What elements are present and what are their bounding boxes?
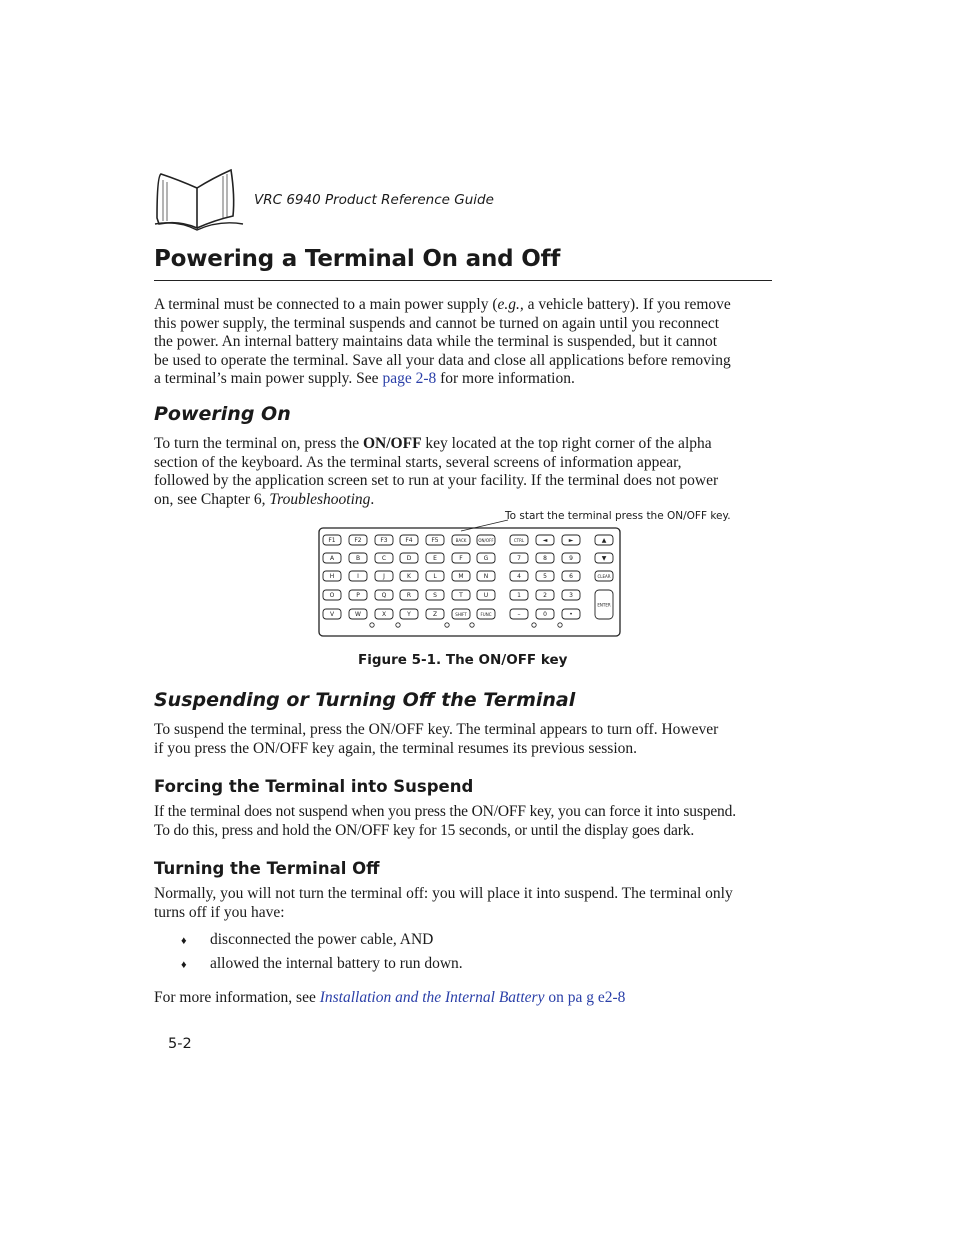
- key-f-label: F: [459, 555, 463, 562]
- key-f5-label: F5: [431, 537, 439, 544]
- turning-off-line-2: turns off if you have:: [154, 903, 285, 921]
- key-j-label: J: [383, 573, 385, 580]
- key-enter-label: ENTER: [597, 602, 611, 608]
- key-right-1-0-label: 7: [517, 555, 521, 562]
- key-right-0-2-label: ►: [568, 537, 574, 544]
- key-right-3-1-label: 2: [543, 592, 547, 599]
- bullet-diamond-icon: ♦: [181, 959, 187, 971]
- key-right-4-2-label: •: [569, 611, 573, 618]
- key-right-1-3-label: ▼: [601, 555, 607, 562]
- turning-off-line-1: Normally, you will not turn the terminal off: you will place it into suspend. The terminal only: [154, 885, 733, 902]
- key-shift-label: SHIFT: [455, 612, 467, 617]
- section-heading-powering-on: Powering On: [154, 403, 291, 425]
- key-k-label: K: [407, 573, 411, 580]
- key-n-label: N: [483, 573, 489, 580]
- powering-on-line-1: To turn the terminal on, press the ON/OFF key located at the top right corner of the alpha: [154, 435, 712, 452]
- key-x-label: X: [381, 611, 387, 618]
- page-title: Powering a Terminal On and Off: [154, 246, 561, 272]
- key-z-label: Z: [432, 611, 438, 618]
- indicator-circle-3: [470, 623, 474, 627]
- figure-callout: To start the terminal press the ON/OFF key.: [505, 510, 731, 522]
- turning-off-paragraph: [154, 885, 733, 922]
- intro-line-5: a terminal’s main power supply. See page 2-8 for more information.: [154, 370, 575, 387]
- key-right-2-0-label: 4: [517, 573, 521, 580]
- key-q-label: Q: [381, 592, 387, 599]
- key-onoff-label: ON/OFF: [478, 538, 494, 543]
- key-r-label: R: [406, 592, 412, 599]
- subsection-heading-turning-off: Turning the Terminal Off: [154, 859, 380, 878]
- key-t-label: T: [459, 592, 463, 599]
- key-i-label: I: [357, 573, 359, 580]
- figure-caption: Figure 5-1. The ON/OFF key: [358, 652, 568, 668]
- key-v-label: V: [329, 611, 335, 618]
- title-rule: [154, 280, 772, 281]
- key-right-0-1-label: ◄: [542, 537, 548, 544]
- key-f4-label: F4: [405, 537, 413, 544]
- indicator-circle-1: [396, 623, 400, 627]
- powering-on-line-4: on, see Chapter 6, Troubleshooting.: [154, 490, 375, 508]
- key-f1-label: F1: [328, 537, 336, 544]
- key-a-label: A: [329, 555, 335, 562]
- key-right-2-2-label: 6: [569, 573, 573, 580]
- open-book-icon: [153, 166, 245, 232]
- intro-line-4: be used to operate the terminal. Save all your data and close all applications before removing: [154, 351, 731, 369]
- indicator-circle-5: [558, 623, 562, 627]
- key-right-1-2-label: 9: [569, 555, 573, 562]
- key-d-label: D: [406, 555, 412, 562]
- indicator-circle-4: [532, 623, 536, 627]
- powering-on-paragraph: [154, 435, 718, 509]
- intro-line-2: this power supply, the terminal suspends and cannot be turned on again until you reconnect: [154, 314, 720, 332]
- key-right-3-2-label: 3: [569, 592, 573, 599]
- suspending-paragraph: [154, 721, 718, 758]
- key-right-0-3-label: ▲: [601, 537, 607, 544]
- keyboard-figure: [316, 508, 736, 640]
- key-b-label: B: [355, 555, 361, 562]
- indicator-circle-2: [445, 623, 449, 627]
- key-right-0-0-label: CTRL: [513, 538, 525, 543]
- bullet-diamond-icon: ♦: [181, 935, 187, 947]
- page-number: 5-2: [168, 1036, 192, 1052]
- suspending-line-2: if you press the ON/OFF key again, the terminal resumes its previous session.: [154, 739, 638, 757]
- on-off-key-label: ON/OFF: [362, 435, 422, 452]
- key-right-2-3-label: CLEAR: [597, 574, 611, 579]
- page-2-8-link[interactable]: page 2-8: [382, 370, 437, 387]
- subsection-heading-forcing: Forcing the Terminal into Suspend: [154, 777, 474, 796]
- key-right-3-0-label: 1: [517, 592, 521, 599]
- key-f3-label: F3: [380, 537, 388, 544]
- powering-on-line-2: section of the keyboard. As the terminal starts, several screens of information appear,: [154, 453, 682, 471]
- callout-leader-line: [461, 520, 508, 531]
- key-right-1-1-label: 8: [543, 555, 547, 562]
- forcing-line-2: To do this, press and hold the ON/OFF key for 15 seconds, or until the display goes dark.: [154, 821, 695, 839]
- suspending-line-1: To suspend the terminal, press the ON/OFF key. The terminal appears to turn off. However: [154, 721, 719, 738]
- key-u-label: U: [483, 592, 489, 599]
- key-s-label: S: [433, 592, 437, 599]
- key-m-label: M: [458, 573, 464, 580]
- key-h-label: H: [329, 573, 335, 580]
- intro-line-3: the power. An internal battery maintains data while the terminal is suspended, but it cannot: [154, 333, 718, 350]
- powering-on-line-3: followed by the application screen set to run at your facility. If the terminal does not power: [154, 472, 719, 489]
- key-back-label: BACK: [455, 538, 467, 543]
- key-l-label: L: [433, 573, 437, 580]
- intro-line-1: A terminal must be connected to a main power supply (e.g., a vehicle battery). If you remove: [154, 296, 731, 313]
- more-info-line: For more information, see Installation and the Internal Battery on pa g e2-8: [154, 989, 626, 1006]
- key-e-label: E: [433, 555, 437, 562]
- running-header-title: VRC 6940 Product Reference Guide: [254, 192, 494, 208]
- forcing-paragraph: [154, 803, 736, 840]
- key-p-label: P: [356, 592, 360, 599]
- key-f2-label: F2: [354, 537, 362, 544]
- intro-paragraph: [154, 296, 731, 389]
- key-o-label: O: [329, 592, 335, 599]
- indicator-circle-0: [370, 623, 374, 627]
- key-func-label: FUNC: [480, 612, 492, 617]
- key-right-4-0-label: –: [517, 611, 521, 618]
- key-right-4-1-label: 0: [543, 611, 547, 618]
- key-right-2-1-label: 5: [543, 573, 547, 580]
- section-heading-suspending: Suspending or Turning Off the Terminal: [154, 689, 576, 711]
- bullet-item-2: allowed the internal battery to run down.: [210, 955, 463, 972]
- key-c-label: C: [381, 555, 387, 562]
- key-w-label: W: [355, 611, 361, 618]
- key-y-label: Y: [407, 611, 411, 618]
- installation-battery-link[interactable]: Installation and the Internal Battery on pa g e2-8: [319, 989, 626, 1006]
- forcing-line-1: If the terminal does not suspend when you press the ON/OFF key, you can force it into suspend.: [154, 803, 736, 820]
- key-g-label: G: [483, 555, 489, 562]
- bullet-item-1: disconnected the power cable, AND: [210, 931, 434, 948]
